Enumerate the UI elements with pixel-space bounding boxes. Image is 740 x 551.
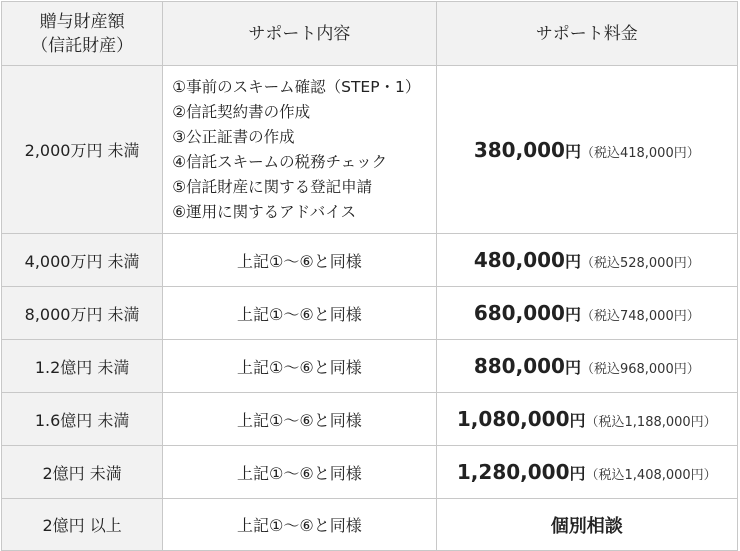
fee-cell <box>436 393 737 446</box>
amount-cell: 1.2億円 未満 <box>2 340 163 393</box>
fee-amount: 680,000 <box>473 301 565 325</box>
table-row <box>2 393 738 446</box>
fee-yen: 円 <box>564 252 581 271</box>
list-item: ②信託契約書の作成 <box>172 102 311 121</box>
header-amount <box>2 2 163 66</box>
fee-tax-included: （税込528,000円） <box>580 256 700 271</box>
table-row <box>2 499 738 551</box>
table-row <box>2 340 738 393</box>
support-items-list <box>163 66 436 234</box>
fee-tax-included: （税込968,000円） <box>580 362 700 377</box>
fee-tax-included: （税込748,000円） <box>580 309 700 324</box>
fee-amount: 480,000 <box>473 248 565 272</box>
fee-amount: 880,000 <box>473 354 565 378</box>
amount-cell: 8,000万円 未満 <box>2 287 163 340</box>
amount-cell: 4,000万円 未満 <box>2 234 163 287</box>
content-cell: 上記①～⑥と同様 <box>163 499 436 551</box>
fee-cell <box>436 499 737 551</box>
header-amount-line1: 贈与財産額 <box>39 11 125 32</box>
fee-tax-included: （税込1,188,000円） <box>585 415 717 430</box>
content-cell: 上記①～⑥と同様 <box>163 393 436 446</box>
list-item: ③公正証書の作成 <box>172 127 295 146</box>
content-cell: 上記①～⑥と同様 <box>163 340 436 393</box>
table-header-row <box>2 2 738 66</box>
list-item: ⑥運用に関するアドバイス <box>172 202 357 221</box>
pricing-table <box>1 1 738 551</box>
fee-cell <box>436 234 737 287</box>
fee-yen: 円 <box>569 464 586 483</box>
fee-cell <box>436 287 737 340</box>
fee-individual-consultation: 個別相談 <box>550 515 623 537</box>
amount-cell: 2億円 未満 <box>2 446 163 499</box>
fee-yen: 円 <box>569 411 586 430</box>
fee-tax-included: （税込1,408,000円） <box>585 468 717 483</box>
fee-yen: 円 <box>564 358 581 377</box>
fee-yen: 円 <box>564 141 581 161</box>
fee-amount: 1,080,000 <box>456 407 570 431</box>
table-row <box>2 66 738 234</box>
fee-cell <box>436 66 737 234</box>
header-content: サポート内容 <box>163 2 436 66</box>
table-row <box>2 446 738 499</box>
amount-cell: 2,000万円 未満 <box>2 66 163 234</box>
list-item: ⑤信託財産に関する登記申請 <box>172 177 373 196</box>
amount-cell: 2億円 以上 <box>2 499 163 551</box>
fee-amount: 380,000 <box>473 137 565 162</box>
fee-cell <box>436 446 737 499</box>
content-cell: 上記①～⑥と同様 <box>163 446 436 499</box>
content-cell: 上記①～⑥と同様 <box>163 287 436 340</box>
header-amount-line2: （信託財産） <box>31 35 134 56</box>
fee-amount: 1,280,000 <box>456 460 570 484</box>
list-item: ①事前のスキーム確認（STEP・1） <box>172 77 421 96</box>
fee-tax-included: （税込418,000円） <box>580 145 700 161</box>
amount-cell: 1.6億円 未満 <box>2 393 163 446</box>
fee-yen: 円 <box>564 305 581 324</box>
content-cell: 上記①～⑥と同様 <box>163 234 436 287</box>
header-fee: サポート料金 <box>436 2 737 66</box>
fee-cell <box>436 340 737 393</box>
table-row <box>2 234 738 287</box>
list-item: ④信託スキームの税務チェック <box>172 152 388 171</box>
table-row <box>2 287 738 340</box>
